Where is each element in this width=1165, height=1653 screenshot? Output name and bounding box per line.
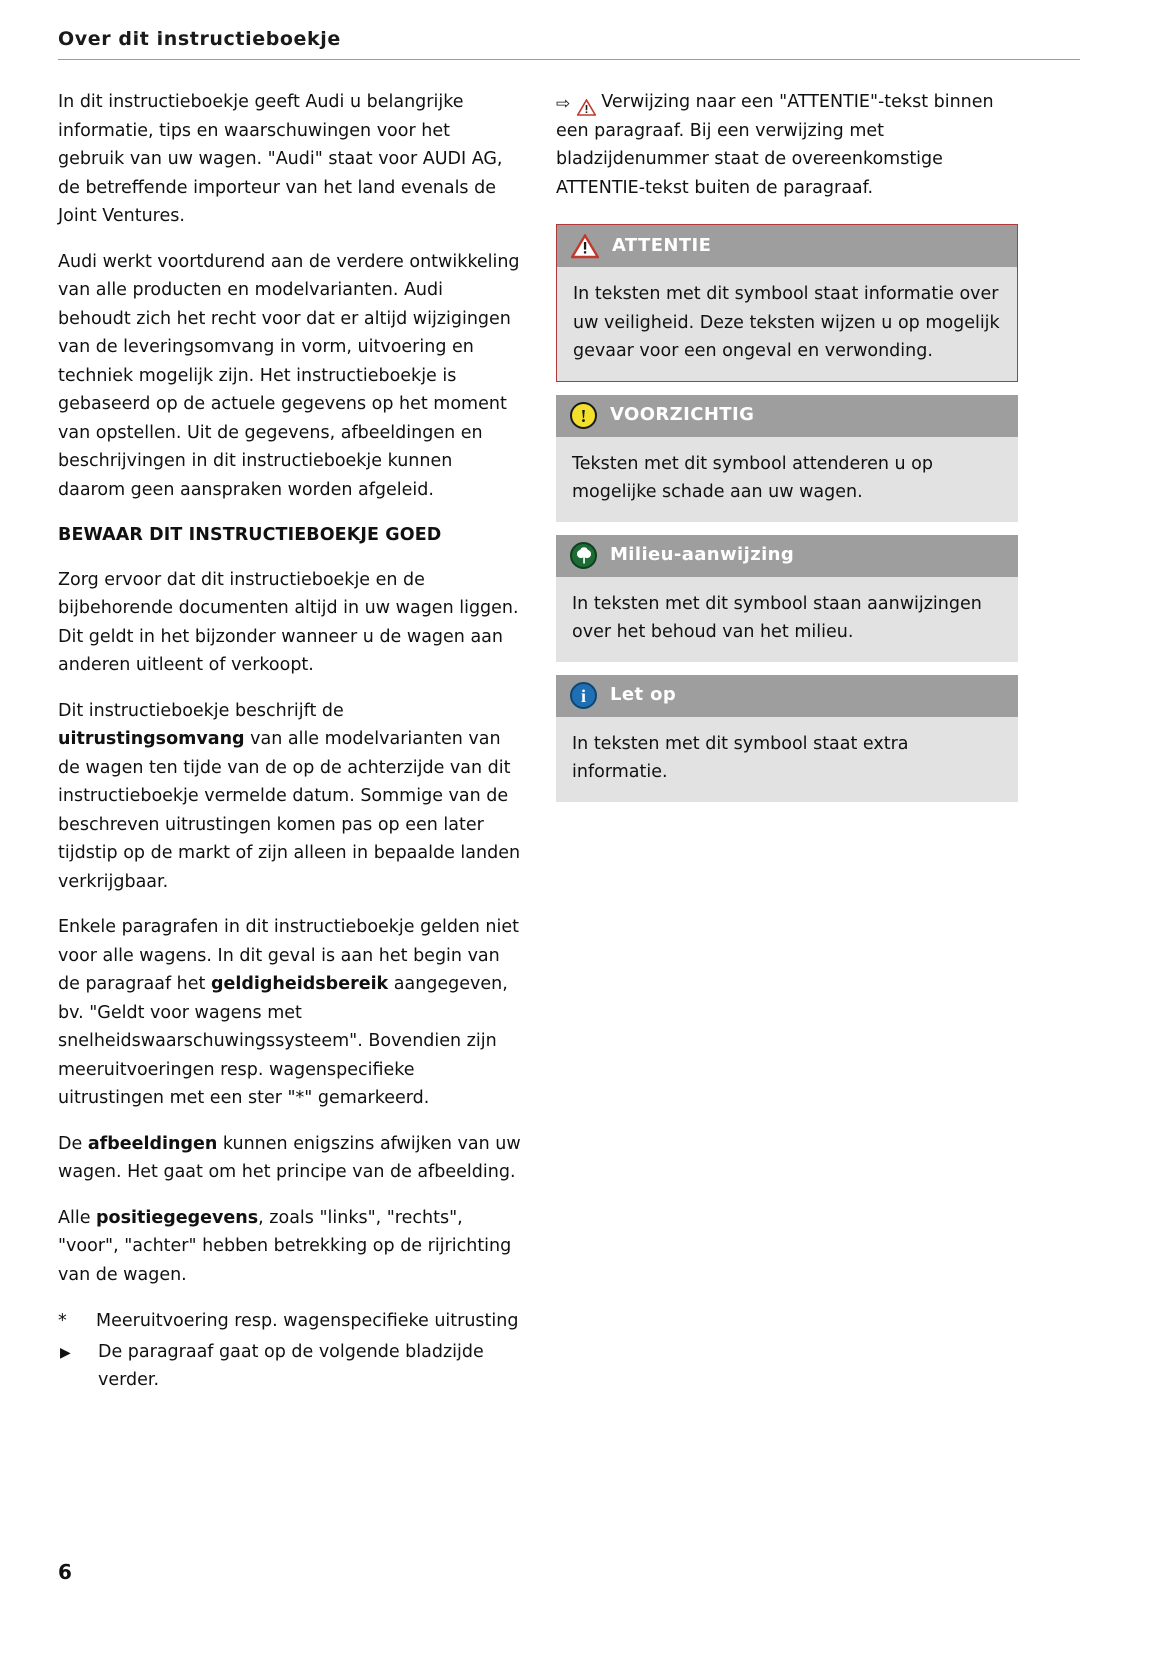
environment-leaf-icon xyxy=(570,542,597,569)
warning-triangle-icon xyxy=(577,97,596,114)
text-run: kunnen enigszins afwijken van uw wagen. Het gaat om het principe van de afbeelding. xyxy=(58,1133,521,1182)
page-number: 6 xyxy=(58,1560,72,1584)
notice-box-voorzichtig xyxy=(556,395,1018,522)
page-header xyxy=(58,28,1080,60)
paragraph-reference-note xyxy=(556,88,1018,202)
paragraph-positiegegevens xyxy=(58,1204,521,1290)
notice-header xyxy=(557,225,1017,267)
text-run: Alle xyxy=(58,1207,97,1228)
footnote-text: Meeruitvoering resp. wagenspecifieke uitrusting xyxy=(96,1311,519,1331)
footnote-text: De paragraaf gaat op de volgende bladzijde verder. xyxy=(98,1341,484,1390)
notice-box-letop xyxy=(556,675,1018,802)
emphasis-positiegegevens: positiegegevens xyxy=(96,1207,259,1228)
emphasis-afbeeldingen: afbeeldingen xyxy=(87,1133,218,1154)
text-run: Dit instructieboekje beschrijft de xyxy=(58,700,344,721)
notice-body: In teksten met dit symbool staan aanwijzingen over het behoud van het milieu. xyxy=(556,577,1018,662)
text-run: aangegeven, bv. "Geldt voor wagens met snelheidswaarschuwingssysteem". Bovendien zijn meeruitvoeringen resp. wagenspecifieke uitrustingen met een ster "*" gemarkeerd. xyxy=(58,974,508,1108)
paragraph-afbeeldingen xyxy=(58,1130,521,1187)
notice-header xyxy=(556,535,1018,577)
info-circle-icon: i xyxy=(570,682,597,709)
left-text-column xyxy=(58,88,521,1397)
asterisk-marker: * xyxy=(58,1311,67,1331)
exclamation-circle-icon: ! xyxy=(570,402,597,429)
text-run: van alle modelvarianten van de wagen ten tijde van de op de achterzijde van dit instructieboekje vermelde datum. Sommige van de beschreven uitrustingen komen pas op een later tijdstip op de markt of zijn alleen in bepaalde landen verkrijgbaar. xyxy=(58,729,521,892)
list-item xyxy=(58,1338,521,1395)
paragraph-uitrustingsomvang xyxy=(58,697,521,897)
emphasis-geldigheidsbereik: geldigheidsbereik xyxy=(210,974,389,994)
notice-box-milieu xyxy=(556,535,1018,662)
text-run: De xyxy=(58,1133,88,1154)
notice-title: Milieu-aanwijzing xyxy=(610,544,795,566)
paragraph-development: Audi werkt voortdurend aan de verdere ontwikkeling van alle producten en modelvarianten. Audi behoudt zich het recht voor dat er altijd wijzigingen van de leveringsomvang in vorm, uitvoering en techniek mogelijk zijn. Het instructieboekje is gebaseerd op de actuele gegevens op het moment van opstellen. Uit de gegevens, afbeeldingen en beschrijvingen in dit instructieboekje kunnen daarom geen aanspraken worden afgeleid. xyxy=(58,251,520,500)
header-divider xyxy=(58,59,1080,60)
notice-body: Teksten met dit symbool attenderen u op mogelijke schade aan uw wagen. xyxy=(556,437,1018,522)
notice-header xyxy=(556,675,1018,717)
notice-body: In teksten met dit symbool staat informatie over uw veiligheid. Deze teksten wijzen u op mogelijk gevaar voor een ongeval en verwonding. xyxy=(557,267,1017,381)
notice-title: Let op xyxy=(610,684,677,706)
warning-triangle-icon xyxy=(571,234,599,259)
emphasis-uitrustingsomvang: uitrustingsomvang xyxy=(58,729,245,749)
notice-box-attentie xyxy=(556,224,1018,382)
notice-header xyxy=(556,395,1018,437)
footnote-legend xyxy=(58,1307,521,1395)
notice-body: In teksten met dit symbool staat extra informatie. xyxy=(556,717,1018,802)
paragraph-bewaar: Zorg ervoor dat dit instructieboekje en de bijbehorende documenten altijd in uw wagen liggen. Dit geldt in het bijzonder wanneer u de wagen aan anderen uitleent of verkoopt. xyxy=(58,569,519,675)
triangle-right-icon: ▶ xyxy=(60,1344,71,1361)
page-title: Over dit instructieboekje xyxy=(58,28,341,50)
reference-icons xyxy=(556,96,596,113)
paragraph-intro: In dit instructieboekje geeft Audi u belangrijke informatie, tips en waarschuwingen voor het gebruik van uw wagen. "Audi" staat voor AUDI AG, de betreffende importeur van het land evenals de Joint Ventures. xyxy=(58,92,503,226)
text-run: , zoals "links", "rechts", "voor", "achter" hebben betrekking op de rijrichting van de wagen. xyxy=(58,1207,512,1285)
text-run: Enkele paragrafen in dit instructieboekje gelden niet voor alle wagens. In dit geval is aan het begin van de paragraaf het xyxy=(58,917,519,994)
paragraph-geldigheidsbereik xyxy=(58,913,521,1113)
reference-text: Verwijzing naar een "ATTENTIE"-tekst binnen een paragraaf. Bij een verwijzing met bladzijdenummer staat de overeenkomstige ATTENTIE-tekst buiten de paragraaf. xyxy=(556,92,994,198)
subheading-bewaar: BEWAAR DIT INSTRUCTIEBOEKJE GOED xyxy=(58,525,442,545)
notice-title: VOORZICHTIG xyxy=(610,404,755,426)
reference-arrow-icon: ⇨ xyxy=(556,94,571,114)
notice-title: ATTENTIE xyxy=(612,234,712,256)
right-text-column xyxy=(556,88,1018,815)
list-item xyxy=(58,1307,521,1336)
